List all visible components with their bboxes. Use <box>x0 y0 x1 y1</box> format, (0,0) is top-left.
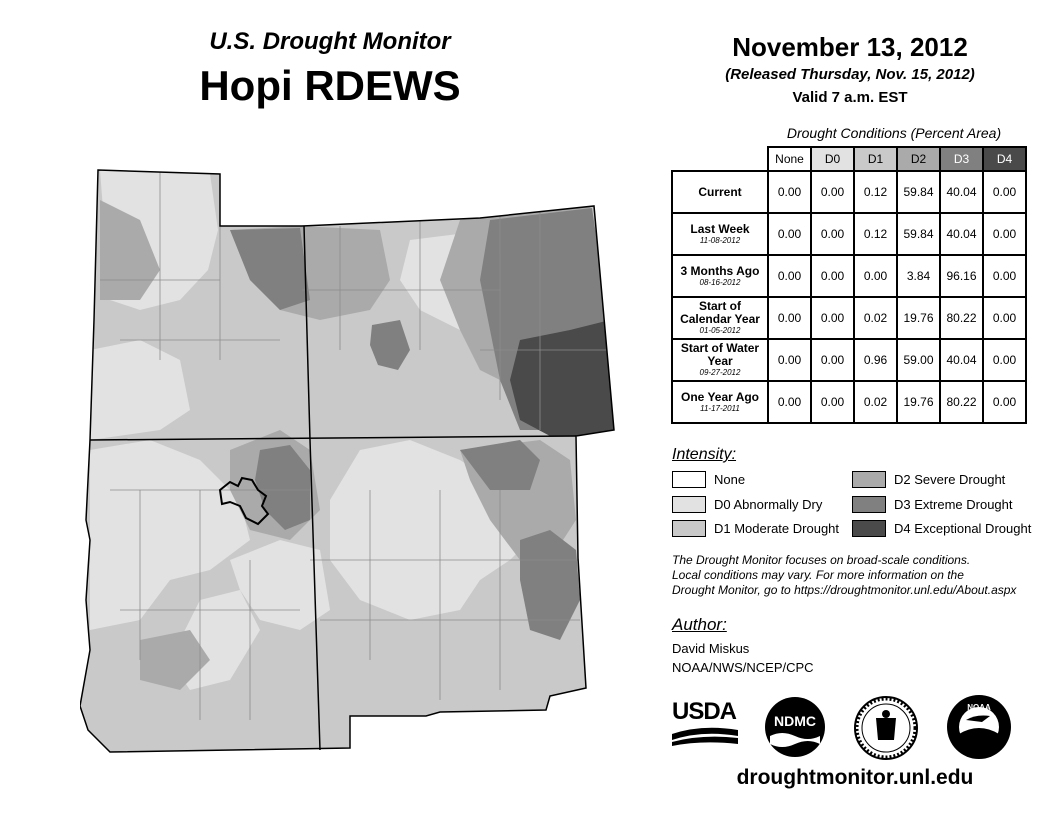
table-cell: 0.00 <box>811 255 854 297</box>
col-header-none: None <box>768 147 811 171</box>
noaa-logo-text: NOAA <box>967 703 991 712</box>
legend-item-d1 <box>672 520 839 537</box>
table-cell: 59.84 <box>897 213 940 255</box>
row-date: 08-16-2012 <box>699 277 741 287</box>
row-date: 11-17-2011 <box>700 403 740 413</box>
table-cell: 0.00 <box>768 339 811 381</box>
row-label <box>672 381 768 423</box>
row-label-text: One Year Ago <box>680 389 760 404</box>
table-cell: 0.00 <box>983 339 1026 381</box>
table-cell: 59.84 <box>897 171 940 213</box>
legend-swatch <box>672 496 706 513</box>
table-cell: 0.00 <box>768 255 811 297</box>
legend-item-d2 <box>852 471 1005 488</box>
legend-label: D4 Exceptional Drought <box>894 521 1032 536</box>
row-label <box>672 213 768 255</box>
ndmc-logo-text: NDMC <box>774 713 816 729</box>
legend-label: D3 Extreme Drought <box>894 497 1013 512</box>
table-row <box>672 171 1026 213</box>
usda-logo <box>672 700 738 748</box>
legend-item-d3 <box>852 496 1013 513</box>
legend-swatch <box>852 520 886 537</box>
noaa-logo <box>946 694 1012 760</box>
row-date: 01-05-2012 <box>699 326 741 335</box>
note-line: Local conditions may vary. For more information on the <box>672 568 964 582</box>
table-cell: 40.04 <box>940 171 983 213</box>
table-cell: 0.12 <box>854 213 897 255</box>
table-cell: 3.84 <box>897 255 940 297</box>
valid-time: Valid 7 a.m. EST <box>792 89 908 106</box>
row-label-text: Start of Calendar Year <box>680 299 760 326</box>
table-cell: 0.02 <box>854 381 897 423</box>
legend-label: D2 Severe Drought <box>894 472 1006 487</box>
legend-item-d0 <box>672 496 822 513</box>
map-title: Hopi RDEWS <box>199 62 461 109</box>
table-cell: 0.00 <box>811 213 854 255</box>
table-cell: 0.00 <box>983 213 1026 255</box>
row-date: 11-08-2012 <box>699 235 741 245</box>
table-row <box>672 297 1026 339</box>
author-org: NOAA/NWS/NCEP/CPC <box>672 660 814 675</box>
legend-label: D1 Moderate Drought <box>714 521 840 536</box>
table-cell: 0.00 <box>768 171 811 213</box>
col-header-d0: D0 <box>811 147 854 171</box>
drought-conditions-table <box>671 146 1027 424</box>
legend-swatch <box>852 471 886 488</box>
table-cell: 0.00 <box>854 255 897 297</box>
table-cell: 0.00 <box>983 171 1026 213</box>
table-cell: 0.00 <box>811 381 854 423</box>
table-caption: Drought Conditions (Percent Area) <box>786 125 1002 141</box>
table-cell: 80.22 <box>940 381 983 423</box>
usda-logo-text: USDA <box>672 698 737 725</box>
row-label-text: Current <box>698 184 742 199</box>
row-label-text: Start of Water Year <box>680 341 760 368</box>
table-cell: 0.00 <box>768 297 811 339</box>
author-name: David Miskus <box>672 641 750 656</box>
table-cell: 96.16 <box>940 255 983 297</box>
site-url[interactable]: droughtmonitor.unl.edu <box>736 766 974 789</box>
table-cell: 80.22 <box>940 297 983 339</box>
col-header-d2: D2 <box>897 147 940 171</box>
table-cell: 0.00 <box>811 297 854 339</box>
table-cell: 0.00 <box>768 381 811 423</box>
table-cell: 0.96 <box>854 339 897 381</box>
row-date: 09-27-2012 <box>699 368 741 377</box>
legend-item-d4 <box>852 520 1031 537</box>
legend-label: D0 Abnormally Dry <box>714 497 823 512</box>
table-row <box>672 213 1026 255</box>
row-label <box>672 339 768 381</box>
note-line: The Drought Monitor focuses on broad-scale conditions. <box>672 553 971 567</box>
table-cell: 40.04 <box>940 213 983 255</box>
table-cell: 40.04 <box>940 339 983 381</box>
table-cell: 19.76 <box>897 297 940 339</box>
table-cell: 0.00 <box>983 381 1026 423</box>
row-label <box>672 171 768 213</box>
map-subtitle: U.S. Drought Monitor <box>209 28 451 55</box>
usda-swoosh-icon <box>672 724 738 746</box>
note-line: Drought Monitor, go to https://droughtmonitor.unl.edu/About.aspx <box>672 583 1017 597</box>
drought-shading <box>80 160 640 760</box>
map-date: November 13, 2012 <box>732 32 968 62</box>
author-label: Author: <box>672 615 727 634</box>
table-row <box>672 255 1026 297</box>
intensity-label: Intensity: <box>672 446 737 463</box>
drought-map <box>80 160 640 760</box>
col-header-d4: D4 <box>983 147 1026 171</box>
disclaimer-note <box>672 553 1032 598</box>
col-header-d1: D1 <box>854 147 897 171</box>
ndmc-logo <box>764 696 826 758</box>
table-cell: 0.12 <box>854 171 897 213</box>
release-date: (Released Thursday, Nov. 15, 2012) <box>725 66 975 83</box>
table-cell: 0.02 <box>854 297 897 339</box>
row-label-text: 3 Months Ago <box>680 263 760 278</box>
table-row <box>672 381 1026 423</box>
table-cell: 59.00 <box>897 339 940 381</box>
table-cell: 0.00 <box>983 255 1026 297</box>
table-cell: 0.00 <box>983 297 1026 339</box>
legend-swatch <box>672 520 706 537</box>
table-corner <box>672 147 768 171</box>
legend-swatch <box>852 496 886 513</box>
row-label-text: Last Week <box>690 221 750 236</box>
legend-swatch <box>672 471 706 488</box>
table-cell: 19.76 <box>897 381 940 423</box>
col-header-d3: D3 <box>940 147 983 171</box>
table-cell: 0.00 <box>768 213 811 255</box>
table-cell: 0.00 <box>811 171 854 213</box>
row-label <box>672 255 768 297</box>
table-row <box>672 339 1026 381</box>
legend-label: None <box>714 472 746 487</box>
table-cell: 0.00 <box>811 339 854 381</box>
legend-item-none <box>672 471 745 488</box>
row-label <box>672 297 768 339</box>
doc-seal-icon <box>854 696 918 760</box>
